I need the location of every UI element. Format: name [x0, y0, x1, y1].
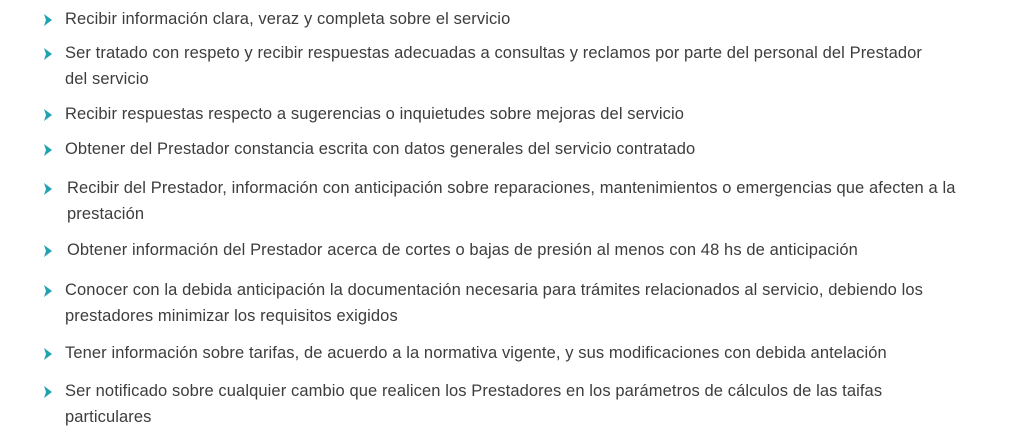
chevron-right-icon — [44, 285, 52, 297]
chevron-right-icon — [44, 245, 52, 257]
chevron-right-icon — [44, 109, 52, 121]
list-item — [44, 240, 984, 263]
list-item — [44, 343, 984, 366]
list-item-text: Conocer con la debida anticipación la documentación necesaria para trámites relacionados al servicio, debiendo los prestadores minimizar los requisitos exigidos — [65, 281, 923, 325]
list-item — [44, 139, 984, 162]
chevron-right-icon — [44, 144, 52, 156]
list-item-text: Recibir respuestas respecto a sugerencias o inquietudes sobre mejoras del servicio — [65, 105, 685, 123]
list-item — [44, 9, 984, 32]
list-item — [44, 280, 984, 329]
chevron-right-icon — [44, 386, 52, 398]
list-item — [44, 43, 984, 92]
list-item-text: Recibir información clara, veraz y completa sobre el servicio — [65, 10, 511, 28]
list-item-text: Tener información sobre tarifas, de acuerdo a la normativa vigente, y sus modificaciones con debida antelación — [65, 344, 887, 362]
list-item-text: Recibir del Prestador, información con anticipación sobre reparaciones, mantenimientos o emergencias que afecten a la prestación — [67, 179, 956, 223]
list-item-text: Ser tratado con respeto y recibir respuestas adecuadas a consultas y reclamos por parte del personal del Prestador del servicio — [65, 44, 923, 88]
list-item-text: Obtener del Prestador constancia escrita con datos generales del servicio contratado — [65, 140, 696, 158]
chevron-right-icon — [44, 183, 52, 195]
list-item — [44, 381, 984, 430]
list-item — [44, 178, 984, 227]
list-item-text: Obtener información del Prestador acerca de cortes o bajas de presión al menos con 48 hs de anticipación — [67, 241, 858, 259]
chevron-right-icon — [44, 14, 52, 26]
chevron-right-icon — [44, 48, 52, 60]
list-item-text: Ser notificado sobre cualquier cambio que realicen los Prestadores en los parámetros de cálculos de las taifas particulares — [65, 382, 883, 426]
list-item — [44, 104, 984, 127]
chevron-right-icon — [44, 348, 52, 360]
